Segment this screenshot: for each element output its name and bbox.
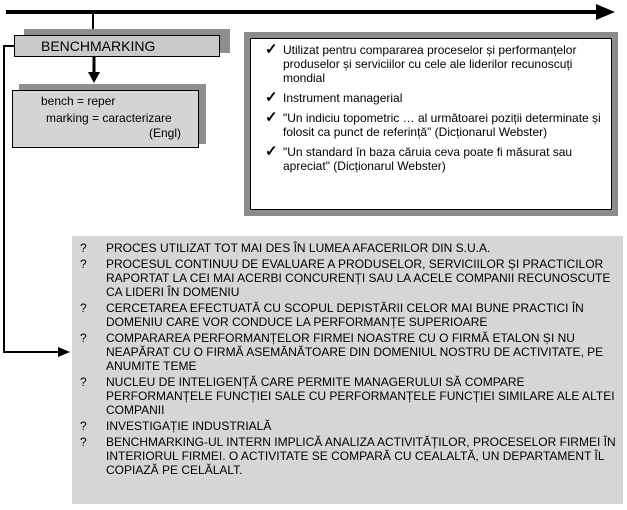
bullet-icon: ?	[80, 301, 87, 315]
bullet-icon: ?	[80, 419, 87, 433]
bullet-icon: ?	[80, 257, 87, 271]
bullet-icon: ?	[80, 375, 87, 389]
checkmark-icon: ✓	[265, 109, 278, 126]
definition-text: "Un standard în baza căruia ceva poate fi măsurat sau apreciat" (Dicționarul Webster)	[283, 145, 573, 173]
characteristic-item	[80, 331, 617, 373]
characteristic-text: CERCETAREA EFECTUATĂ CU SCOPUL DEPISTĂRII CELOR MAI BUNE PRACTICI ÎN DOMENIU CARE VOR CONDUCE LA PERFORMANȚE SUPERIOARE	[106, 301, 584, 329]
checkmark-icon: ✓	[265, 89, 278, 106]
characteristics-panel	[72, 236, 623, 504]
definitions-panel-frame	[244, 32, 618, 216]
characteristic-item	[80, 241, 617, 255]
definitions-panel	[250, 38, 612, 210]
etymology-line-bench: bench = reper	[41, 94, 116, 108]
definition-item	[265, 43, 605, 85]
characteristic-text: PROCESUL CONTINUU DE EVALUARE A PRODUSELOR, SERVICIILOR ȘI PRACTICILOR RAPORTAT LA CEI MAI ACERBI CONCURENȚI SAU LA ACELE COMPANII RECUNOSCUTE CA LIDERI ÎN DOMENIU	[106, 257, 611, 299]
characteristic-item	[80, 419, 617, 433]
top-arrow-head	[596, 4, 615, 20]
left-arrow-head	[58, 347, 70, 357]
definition-text: Utilizat pentru compararea proceselor și performanțelor produselor și serviciilor cu cele ale liderilor recunoscuți mondial	[283, 43, 577, 85]
etymology-box	[12, 90, 199, 148]
characteristic-text: PROCES UTILIZAT TOT MAI DES ÎN LUMEA AFACERILOR DIN S.U.A.	[106, 241, 491, 255]
benchmarking-title: BENCHMARKING	[41, 38, 156, 54]
bullet-icon: ?	[80, 241, 87, 255]
characteristic-item	[80, 375, 617, 417]
definition-item	[265, 111, 605, 139]
benchmarking-box	[14, 35, 220, 57]
definition-text: Instrument managerial	[283, 91, 403, 105]
characteristic-item	[80, 435, 617, 477]
characteristic-item	[80, 301, 617, 329]
characteristic-text: BENCHMARKING-UL INTERN IMPLICĂ ANALIZA ACTIVITĂȚILOR, PROCESELOR FIRMEI ÎN INTERIORUL FIRMEI. O ACTIVITATE SE COMPARĂ CU CEALALTĂ, UN DEPARTAMENT ÎL COPIAZĂ PE CELĂLALT.	[106, 435, 616, 477]
definition-item	[265, 145, 605, 173]
characteristic-text: NUCLEU DE INTELIGENȚĂ CARE PERMITE MANAGERULUI SĂ COMPARE PERFORMANȚELE FUNCȚIEI SALE CU PERFORMANȚELE FUNCȚIEI SIMILARE ALE ALTEI COMPANII	[106, 375, 615, 417]
definition-text: "Un indiciu topometric … al următoarei poziții determinate și folosit ca punct de referință" (Dicționarul Webster)	[283, 111, 601, 139]
bullet-icon: ?	[80, 331, 87, 345]
bullet-icon: ?	[80, 435, 87, 449]
checkmark-icon: ✓	[265, 143, 278, 160]
characteristic-text: COMPARAREA PERFORMANȚELOR FIRMEI NOASTRE CU O FIRMĂ ETALON ȘI NU NEAPĂRAT CU O FIRMĂ ASEMĂNĂTOARE DIN DOMENIUL NOSTRU DE ACTIVITATE, PE ANUMITE TEME	[106, 331, 604, 373]
characteristic-text: INVESTIGAȚIE INDUSTRIALĂ	[106, 419, 272, 433]
down-arrow-head	[88, 72, 100, 83]
definition-item	[265, 91, 605, 105]
etymology-line-language: (Engl)	[149, 126, 182, 140]
etymology-line-marking: marking = caracterizare	[46, 111, 172, 125]
characteristic-item	[80, 257, 617, 299]
checkmark-icon: ✓	[265, 41, 278, 58]
